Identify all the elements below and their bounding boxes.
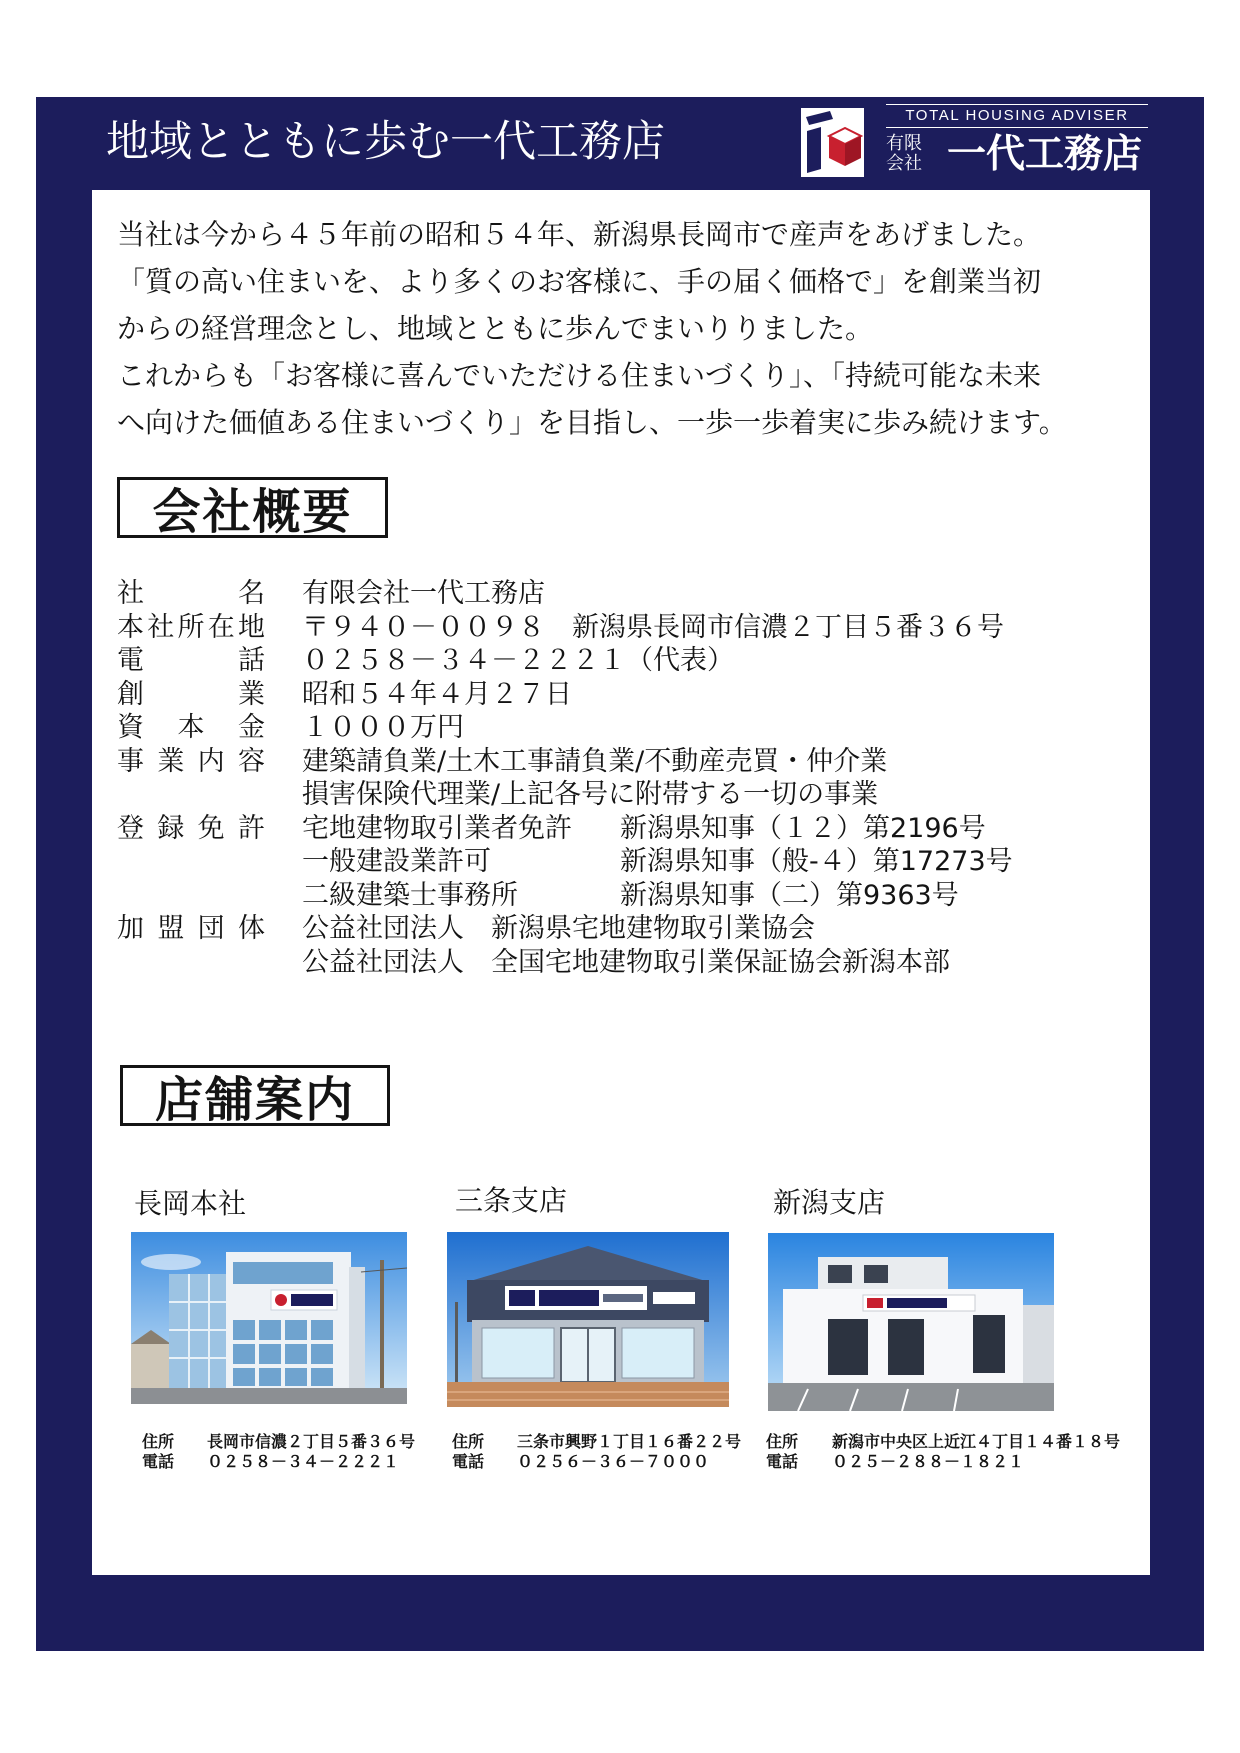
license-name: 宅地建物取引業者免許	[302, 812, 572, 844]
store-info-nagaoka	[142, 1432, 415, 1472]
license-entry	[302, 845, 1013, 879]
store-phone: ０２５６－３６－７０００	[517, 1452, 710, 1471]
info-value: 昭和５４年４月２７日	[302, 678, 572, 710]
page-title: 地域とともに歩む一代工務店	[106, 117, 665, 167]
info-label: 登録免許	[117, 812, 265, 844]
info-value: 建築請負業/土木工事請負業/不動産売買・仲介業	[302, 745, 888, 777]
info-value: 〒９４０－００９８ 新潟県長岡市信濃２丁目５番３６号	[302, 611, 1004, 643]
license-entry	[302, 879, 1013, 913]
store-name-niigata: 新潟支店	[773, 1186, 886, 1219]
nagaoka-headquarters-photo	[131, 1232, 407, 1404]
info-row-phone	[117, 644, 1013, 678]
license-name: 一般建設業許可	[302, 846, 491, 877]
intro-paragraph	[117, 211, 1067, 446]
info-value: １０００万円	[302, 712, 464, 743]
logo-company-name: 一代工務店	[947, 132, 1143, 177]
company-logo-mark	[799, 106, 866, 179]
phone-label: 電話	[766, 1452, 799, 1471]
info-row-founded	[117, 678, 1013, 712]
logo-tagline: TOTAL HOUSING ADVISER	[886, 104, 1148, 128]
store-address: 新潟市中央区上近江４丁目１４番１８号	[832, 1432, 1121, 1451]
info-value: ０２５８－３４－２２２１（代表）	[302, 645, 734, 676]
store-phone: ０２５－２８８－１８２１	[832, 1452, 1025, 1471]
info-row-company-name	[117, 577, 1013, 611]
info-label: 創業	[117, 678, 265, 710]
logo-corporate-type	[886, 134, 922, 174]
logo-corp-type-top: 有限	[886, 133, 922, 154]
sanjo-branch-photo	[447, 1232, 729, 1407]
phone-label: 電話	[452, 1452, 485, 1471]
info-row-licenses	[117, 812, 1013, 913]
store-guide-heading: 店舗案内	[120, 1065, 390, 1126]
phone-label: 電話	[142, 1452, 175, 1471]
info-row-memberships	[117, 912, 1013, 979]
intro-line: これからも「お客様に喜んでいただける住まいづくり」、「持続可能な未来	[117, 359, 1042, 392]
store-name-nagaoka: 長岡本社	[134, 1187, 247, 1220]
store-info-niigata	[766, 1432, 1120, 1472]
store-phone: ０２５８－３４－２２２１	[207, 1452, 400, 1471]
info-row-business	[117, 745, 1013, 812]
intro-line: へ向けた価値ある住まいづくり」を目指し、一歩一歩着実に歩み続けます。	[117, 406, 1067, 439]
company-info-table	[117, 577, 1013, 979]
intro-line: 当社は今から４５年前の昭和５４年、新潟県長岡市で産声をあげました。	[117, 218, 1042, 251]
license-authority: 新潟県知事（１２）第2196号	[620, 812, 986, 844]
info-label: 電話	[117, 645, 265, 676]
license-authority: 新潟県知事（二）第9363号	[620, 879, 959, 911]
address-label: 住所	[142, 1432, 175, 1451]
address-label: 住所	[766, 1432, 799, 1451]
info-label: 社名	[117, 578, 265, 609]
info-row-capital	[117, 711, 1013, 745]
intro-line: からの経営理念とし、地域とともに歩んでまいりりました。	[117, 312, 874, 345]
info-value: 公益社団法人 全国宅地建物取引業保証協会新潟本部	[302, 946, 950, 978]
info-label: 事業内容	[117, 745, 265, 777]
niigata-branch-photo	[768, 1233, 1054, 1411]
info-value: 公益社団法人 新潟県宅地建物取引業協会	[302, 913, 815, 944]
license-authority: 新潟県知事（般-４）第17273号	[620, 846, 1013, 877]
store-address: 長岡市信濃２丁目５番３６号	[207, 1432, 416, 1451]
intro-line: 「質の高い住まいを、より多くのお客様に、手の届く価格で」を創業当初	[117, 265, 1042, 298]
license-entry	[302, 812, 1013, 846]
info-value: 損害保険代理業/上記各号に附帯する一切の事業	[302, 779, 879, 810]
logo-corp-type-bottom: 会社	[886, 153, 922, 174]
address-label: 住所	[452, 1432, 485, 1451]
info-label: 本社所在地	[117, 611, 265, 643]
store-name-sanjo: 三条支店	[455, 1184, 568, 1217]
info-label: 加盟団体	[117, 913, 265, 944]
store-info-sanjo	[452, 1432, 741, 1472]
info-value: 有限会社一代工務店	[302, 578, 545, 609]
info-row-head-office	[117, 611, 1013, 645]
store-address: 三条市興野１丁目１６番２２号	[517, 1432, 742, 1451]
info-label: 資本金	[117, 712, 265, 743]
license-name: 二級建築士事務所	[302, 879, 518, 911]
company-overview-heading: 会社概要	[117, 477, 388, 538]
